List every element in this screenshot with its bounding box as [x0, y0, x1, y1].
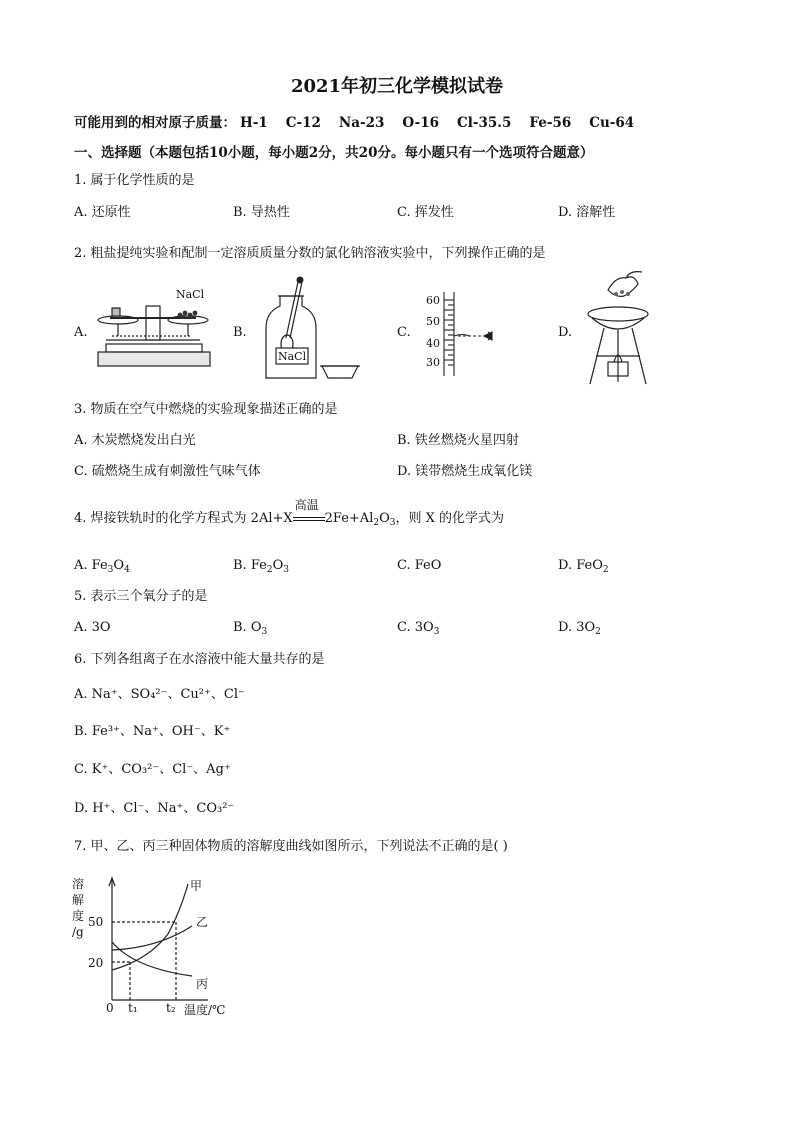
q3-option-c: C. 硫燃烧生成有刺激性气味气体	[74, 464, 261, 479]
atomic-masses-line	[74, 111, 634, 131]
q1-option-b: B. 导热性	[233, 205, 290, 220]
atomic-mass-item: O-16	[402, 115, 440, 131]
q4-stem-pre: 4. 焊接铁轨时的化学方程式为 2Al+X	[74, 511, 293, 526]
q4-products: 2Fe+Al	[324, 511, 374, 526]
atomic-mass-item: H-1	[240, 115, 268, 131]
evaporation-figure	[580, 270, 666, 388]
atomic-masses-label: 可能用到的相对原子质量：	[74, 115, 236, 131]
cylinder-figure	[418, 288, 510, 380]
balance-figure	[92, 282, 216, 378]
x-tick-label: t₂	[166, 1001, 176, 1015]
q4-option-a: A. $Fe_3O_4$	[74, 558, 130, 575]
balance-nacl-label: NaCl	[176, 288, 205, 301]
q5-option-c: C. $3O_3$	[397, 620, 440, 637]
y-axis-label-char: 解	[72, 893, 85, 907]
cylinder-tick-label: 40	[426, 337, 440, 350]
curve-bing	[112, 942, 192, 976]
y-axis-label-char: 度	[72, 909, 85, 923]
atomic-mass-item: Cl-35.5	[457, 115, 512, 131]
page-title: 2021年初三化学模拟试卷	[290, 76, 504, 97]
q3-option-d: D. 镁带燃烧生成氧化镁	[397, 464, 533, 479]
q6-option-d: D. H⁺、Cl⁻、Na⁺、CO₃²⁻	[74, 801, 235, 816]
q3-option-a: A. 木炭燃烧发出白光	[74, 433, 196, 448]
q2-label-c: C.	[397, 325, 411, 340]
x-tick-label: 0	[106, 1001, 114, 1015]
q4-option-d: D. FeO$_2$	[558, 558, 609, 575]
cylinder-tick-label: 50	[426, 315, 440, 328]
question-5-stem: 5. 表示三个氧分子的是	[74, 589, 208, 604]
cylinder-tick-label: 60	[426, 294, 440, 307]
question-7-stem: 7. 甲、乙、丙三种固体物质的溶解度曲线如图所示，下列说法不正确的是( )	[74, 839, 508, 854]
atomic-mass-item: Fe-56	[529, 115, 572, 131]
reagent-bottle-figure	[258, 272, 366, 384]
solubility-chart	[68, 872, 248, 1022]
q2-label-d: D.	[558, 325, 573, 340]
q3-option-b: B. 铁丝燃烧火星四射	[397, 433, 519, 448]
q5-option-b: B. $O_3$	[233, 620, 268, 637]
q4-option-b: B. $Fe_2O_3$	[233, 558, 289, 575]
cylinder-tick-label: 30	[426, 356, 440, 369]
curve-jia	[112, 884, 188, 970]
question-6-stem: 6. 下列各组离子在水溶液中能大量共存的是	[74, 652, 325, 667]
question-2-stem: 2. 粗盐提纯实验和配制一定溶质质量分数的氯化钠溶液实验中，下列操作正确的是	[74, 246, 546, 261]
curve-label-yi: 乙	[196, 915, 209, 929]
y-axis-label-char: /g	[72, 925, 84, 939]
x-tick-label: t₁	[128, 1001, 138, 1015]
question-4-stem: 4. 焊接铁轨时的化学方程式为 2Al+X 高温 $2Fe+Al_2O_3$，则 X 的化学式为	[74, 498, 505, 528]
bottle-nacl-label: NaCl	[278, 350, 307, 363]
y-tick-label: 20	[88, 956, 104, 970]
q6-option-b: B. Fe³⁺、Na⁺、OH⁻、K⁺	[74, 724, 231, 739]
curve-label-jia: 甲	[190, 879, 203, 893]
x-axis-label: 温度/℃	[184, 1003, 226, 1017]
q2-label-b: B.	[233, 325, 247, 340]
q4-option-c: C. FeO	[397, 558, 442, 573]
curve-label-bing: 丙	[196, 977, 209, 991]
q1-option-c: C. 挥发性	[397, 205, 454, 220]
q6-option-c: C. K⁺、CO₃²⁻、Cl⁻、Ag⁺	[74, 762, 231, 777]
question-3-stem: 3. 物质在空气中燃烧的实验现象描述正确的是	[74, 402, 338, 417]
reaction-arrow	[293, 498, 325, 527]
q6-option-a: A. Na⁺、SO₄²⁻、Cu²⁺、Cl⁻	[74, 687, 245, 702]
atomic-mass-item: Na-23	[338, 115, 385, 131]
y-tick-label: 50	[88, 915, 104, 929]
reaction-condition: 高温	[294, 498, 319, 512]
curve-yi	[112, 926, 192, 950]
q1-option-d: D. 溶解性	[558, 205, 616, 220]
q5-option-a: A. 3O	[74, 620, 111, 635]
q5-option-d: D. $3O_2$	[558, 620, 601, 637]
section-heading: 一、选择题（本题包括10小题，每小题2分，共20分。每小题只有一个选项符合题意）	[74, 145, 594, 161]
q2-label-a: A.	[74, 325, 88, 340]
y-axis-label-char: 溶	[72, 877, 85, 891]
atomic-mass-item: C-12	[285, 115, 321, 131]
q1-option-a: A. 还原性	[74, 205, 131, 220]
question-1-stem: 1. 属于化学性质的是	[74, 173, 195, 188]
q4-stem-post: ，则 X 的化学式为	[395, 511, 505, 526]
atomic-mass-item: Cu-64	[589, 115, 635, 131]
